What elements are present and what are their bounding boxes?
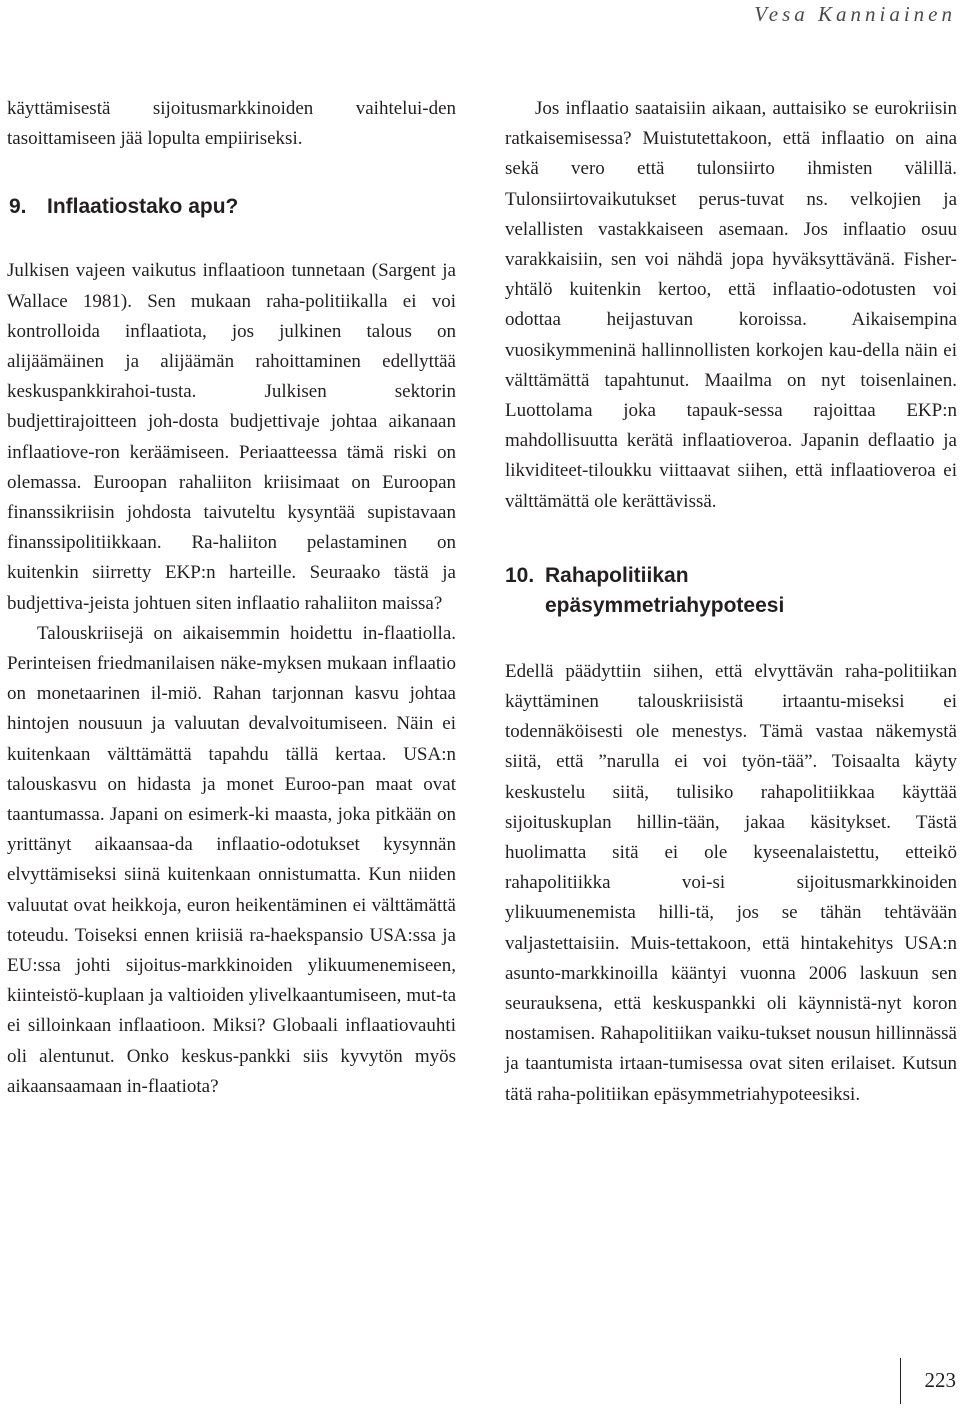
section-9-paragraph-1: Julkisen vajeen vaikutus inflaatioon tunnetaan (Sargent ja Wallace 1981). Sen mukaan raha-politiikalla ei voi kontrolloida inflaatiota, jos julkinen talous on alijäämäinen ja alijäämän rahoittaminen edellyttää keskuspankkirahoi-tusta. Julkisen sektorin budjettirajoitteen joh-dosta budjettivaje johtaa aikanaan inflaatiove-ron keräämiseen. Periaatteessa tämä riski on olemassa. Euroopan rahaliiton kriisimaat on Euroopan finanssikriisin johdosta taivuteltu kysyntää supistavaan finanssipolitiikkaan. Ra-haliiton pelastaminen on kuitenkin siirretty EKP:n harteille. Seuraako tästä ja budjettiva-jeista johtuen siten inflaatio rahaliiton maissa? [7, 260, 456, 614]
right-intro-paragraph: Jos inflaatio saataisiin aikaan, auttaisiko se eurokriisin ratkaisemisessa? Muistutettakoon, että inflaatio on aina sekä vero että tulonsiirto ihmisten välillä. Tulonsiirtovaikutukset perus-tuvat ns. velkojien ja velallisten vastakkaiseen asemaan. Jos inflaatio osuu varakkaisiin, sen voi nähdä jopa hyväksyttävänä. Fisher-yhtälö kuitenkin kertoo, että inflaatio-odotusten voi odottaa heijastuvan koroissa. Aikaisempina vuosikymmeninä hallinnollisten korkojen kau-della näin ei välttämättä tapahtunut. Maailma on nyt toisenlainen. Luottolama joka tapauk-sessa rajoittaa EKP:n mahdollisuutta kerätä inflaatioveroa. Japanin deflaatio ja likviditeet-tiloukku viittaavat siihen, että inflaatioveroa ei välttämättä ole kerättävissä. [505, 98, 957, 512]
section-10-number: 10. [505, 563, 535, 587]
section-9-paragraph-2: Talouskriisejä on aikaisemmin hoidettu in-flaatiolla. Perinteisen friedmanilaisen näke-myksen mukaan inflaatio on monetaarinen il-miö. Rahan tarjonnan kasvu johtaa hintojen nousuun ja valuutan devalvoitumiseen. Näin ei kuitenkaan välttämättä tapahdu tällä kertaa. USA:n talouskasvu on hidasta ja monet Euroo-pan maat ovat taantumassa. Japani on esimerk-ki maasta, joka pitkään on yrittänyt aikaansaa-da inflaatio-odotukset kysynnän elvyttämiseksi siinä kuitenkaan onnistumatta. Kun niiden valuutat ovat heikkoja, euron heikentäminen ei välttämättä toteudu. Toiseksi ennen kriisiä ra-haekspansio USA:ssa ja EU:ssa johti sijoitus-markkinoiden ylikuumenemiseen, kiinteistö-kuplaan ja valtioiden ylivelkaantumiseen, mut-ta ei silloinkaan inflaatioon. Miksi? Globaali inflaatiovauhti oli alentunut. Onko keskus-pankki siis kyvytön myös aikaansaamaan in-flaatiota? [7, 622, 456, 1097]
page-number: 223 [924, 1368, 956, 1392]
section-9-heading [7, 192, 456, 222]
section-10-heading [505, 561, 957, 621]
section-10-paragraph-1: Edellä päädyttiin siihen, että elvyttävän raha-politiikan käyttäminen talouskriisistä irtaantu-miseksi ei todennäköisesti ole menestys. Tämä vastaa näkemystä siitä, että ”narulla ei voi työn-tää”. Toisaalta käyty keskustelu siitä, tulisiko rahapolitiikkaa käyttää sijoituskuplan hillin-tään, jakaa käsitykset. Tästä huolimatta sitä ei ole kyseenalaistettu, etteikö rahapolitiikka voi-si sijoitusmarkkinoiden ylikuumenemista hilli-tä, jos se tähän tehtävään valjastettaisiin. Muis-tettakoon, että hintakehitys USA:n asunto-markkinoilla kääntyi vuonna 2006 laskuun sen seurauksena, että keskuspankki oli käynnistä-nyt koron nostamisen. Rahapolitiikan vaiku-tukset nousun hillinnässä ja taantumista irtaan-tumisessa ovat siten erilaiset. Kutsun tätä raha-politiikan epäsymmetriahypoteesiksi. [505, 660, 957, 1105]
running-head-author: Vesa Kanniainen [754, 2, 956, 26]
page-footer [900, 1358, 957, 1404]
section-10-title-line-2: epäsymmetriahypoteesi [545, 593, 785, 617]
right-column [505, 94, 957, 1110]
section-10-title-line-1: Rahapolitiikan [545, 563, 689, 587]
section-9-title: Inflaatiostako apu? [47, 195, 239, 219]
left-intro-paragraph: käyttämisestä sijoitusmarkkinoiden vaihtelui-den tasoittamiseen jää lopulta empiiriseksi. [7, 98, 456, 150]
left-column [7, 94, 456, 1102]
section-9-number: 9. [9, 195, 27, 219]
section-10-title [545, 561, 784, 621]
page-number-rule [900, 1358, 901, 1404]
